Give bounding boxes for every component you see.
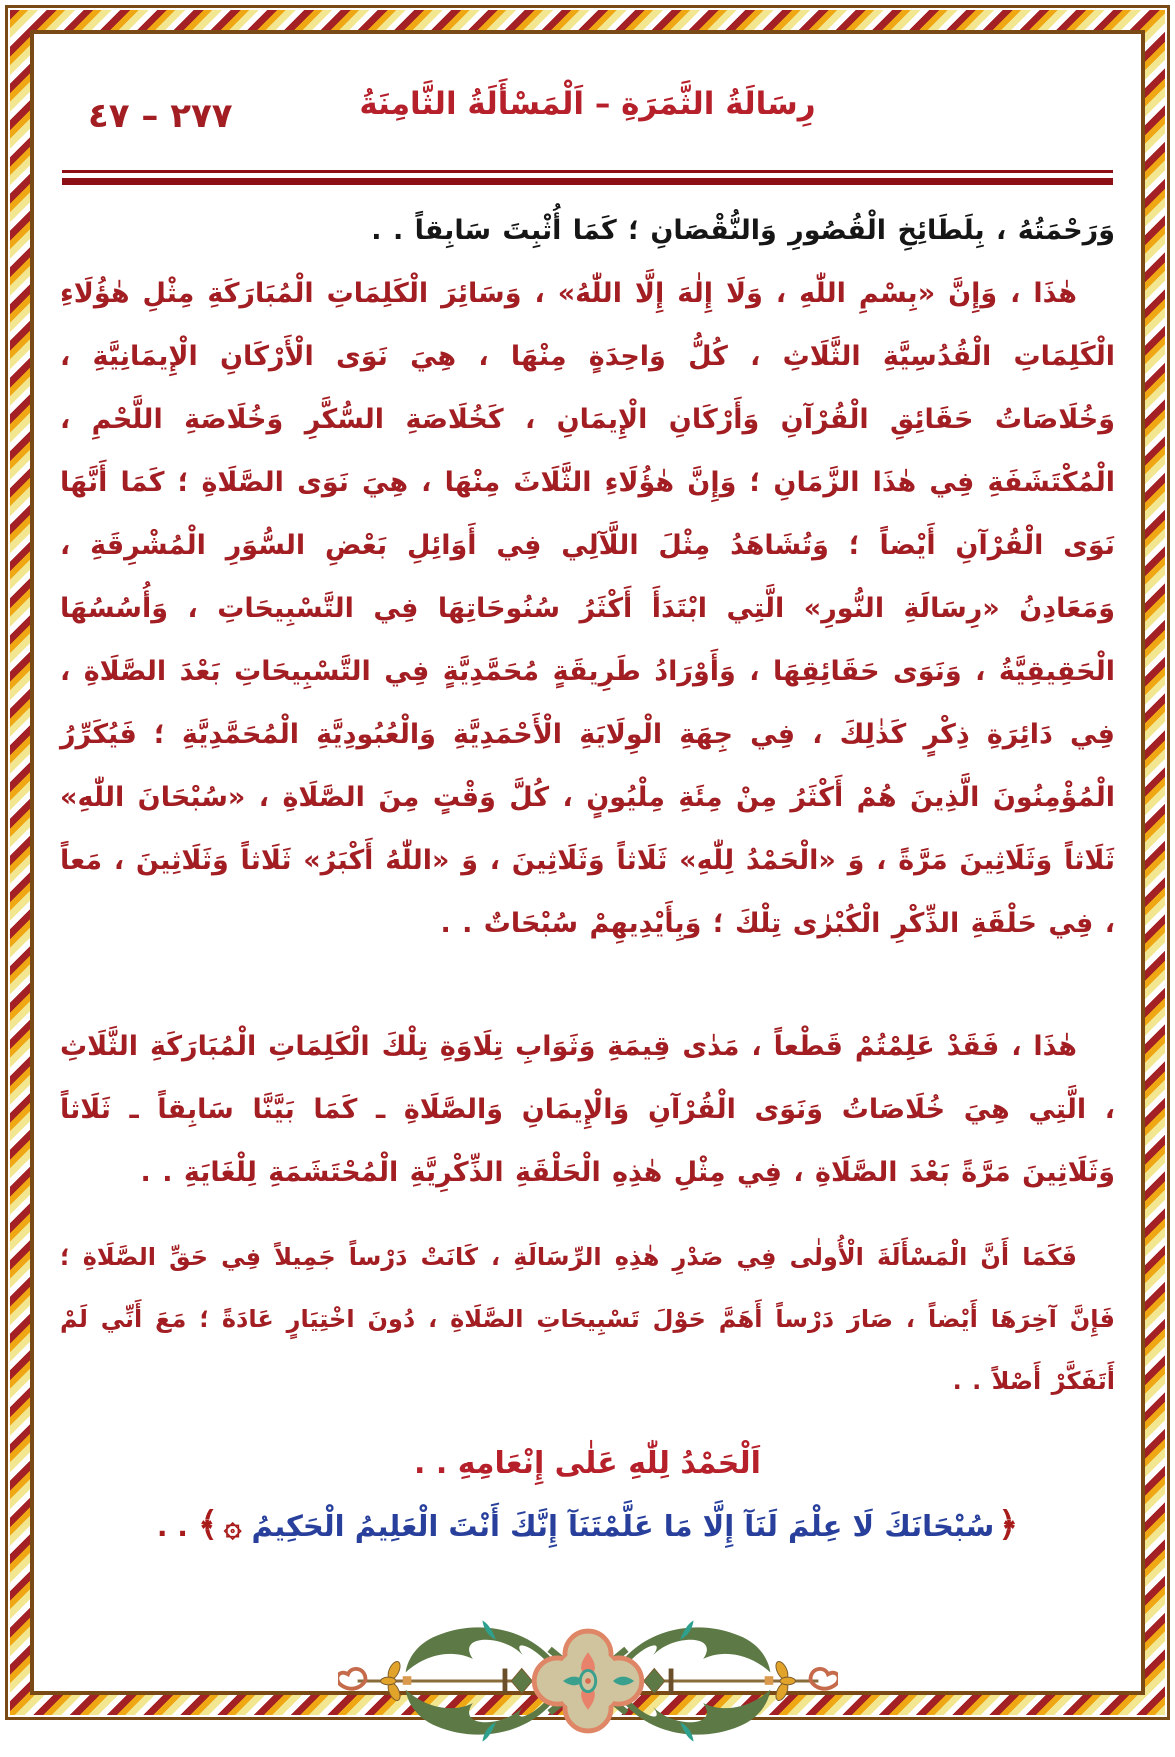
paragraph-main-1: هٰذَا ، وَإِنَّ «بِسْمِ اللّٰهِ ، وَلَا إِلٰهَ إِلَّا اللّٰهُ» ، وَسَائِرَ الْكَلِمَاتِ الْمُبَارَكَةِ مِثْلِ هٰؤُلَاءِ الْكَلِمَاتِ الْقُدُسِيَّةِ الثَّلَاثِ ، كُلُّ وَاحِدَةٍ مِنْهَا ، هِيَ نَوَى الْأَرْكَانِ الْإِيمَانِيَّةِ ، وَخُلَاصَاتُ حَقَائِقِ الْقُرْآنِ وَأَرْكَانِ الْإِيمَانِ ، كَخُلَاصَةِ السُّكَّرِ وَخُلَاصَةِ اللَّحْمِ ، الْمُكْتَشَفَةِ فِي هٰذَا الزَّمَانِ ؛ وَإِنَّ هٰؤُلَاءِ الثَّلَاثَ مِنْهَا ، هِيَ نَوَى الصَّلَاةِ ؛ كَمَا أَنَّهَا نَوَى الْقُرْآنِ أَيْضاً ؛ وَتُشَاهَدُ مِثْلَ اللَّآلِي فِي أَوَائِلِ بَعْضِ السُّوَرِ الْمُشْرِقَةِ ، وَمَعَادِنُ «رِسَالَةِ النُّورِ» الَّتِي ابْتَدَأَ أَكْثَرُ سُنُوحَاتِهَا فِي التَّسْبِيحَاتِ ، وَأُسُسُهَا الْحَقِيقِيَّةُ ، وَنَوَى حَقَائِقِهَا ، وَأَوْرَادُ طَرِيقَةٍ مُحَمَّدِيَّةٍ فِي التَّسْبِيحَاتِ بَعْدَ الصَّلَاةِ ، فِي دَائِرَةِ ذِكْرٍ كَذٰلِكَ ، فِي جِهَةِ الْوِلَايَةِ الْأَحْمَدِيَّةِ وَالْعُبُودِيَّةِ الْمُحَمَّدِيَّةِ ؛ فَيُكَرِّرُ الْمُؤْمِنُونَ الَّذِينَ هُمْ أَكْثَرُ مِنْ مِئَةِ مِلْيُونٍ ، كُلَّ وَقْتٍ مِنَ الصَّلَاةِ ، «سُبْحَانَ اللّٰهِ» ثَلَاثاً وَثَلَاثِينَ مَرَّةً ، وَ «الْحَمْدُ لِلّٰهِ» ثَلَاثاً وَثَلَاثِينَ ، وَ «اللّٰهُ أَكْبَرُ» ثَلَاثاً وَثَلَاثِينَ ، مَعاً ، فِي حَلْقَةِ الذِّكْرِ الْكُبْرٰى تِلْكَ ؛ وَبِأَيْدِيهِمْ سُبْحَاتٌ . . [60, 278, 1115, 939]
ornate-quran-bracket-close-icon: ﴾ [197, 1505, 218, 1545]
header-rule-thin [62, 170, 1113, 173]
page-content [34, 34, 1141, 1691]
paragraph-main-2: هٰذَا ، فَقَدْ عَلِمْتُمْ قَطْعاً ، مَدٰى قِيمَةِ وَثَوَابِ تِلَاوَةِ تِلْكَ الْكَلِمَاتِ الْمُبَارَكَةِ الثَّلَاثِ ، الَّتِي هِيَ خُلَاصَاتُ وَنَوَى الْقُرْآنِ وَالْإِيمَانِ وَالصَّلَاةِ ـ كَمَا بَيَّنَّا سَابِقاً ـ ثَلَاثاً وَثَلَاثِينَ مَرَّةً بَعْدَ الصَّلَاةِ ، فِي مِثْلِ هٰذِهِ الْحَلْقَةِ الذِّكْرِيَّةِ الْمُحْتَشَمَةِ لِلْغَايَةِ . . [60, 1031, 1115, 1188]
quran-verse-text: سُبْحَانَكَ لَا عِلْمَ لَنَآ إِلَّا مَا عَلَّمْتَنَآ إِنَّكَ أَنْتَ الْعَلِيمُ الْحَكِيمُ [251, 1509, 995, 1543]
hamdala-line: اَلْحَمْدُ لِلّٰهِ عَلٰى إِنْعَامِهِ . . [414, 1446, 761, 1481]
ornate-quran-bracket-open-icon: ﴿ [998, 1505, 1019, 1545]
page-number: ٢٧٧ – ٤٧ [88, 96, 233, 136]
page-header [60, 86, 1115, 160]
paragraph-closing: فَكَمَا أَنَّ الْمَسْأَلَةَ الْأُولٰى فِي صَدْرِ هٰذِهِ الرِّسَالَةِ ، كَانَتْ دَرْساً جَمِيلاً فِي حَقِّ الصَّلَاةِ ؛ فَإِنَّ آخِرَهَا أَيْضاً ، صَارَ دَرْساً أَهَمَّ حَوْلَ تَسْبِيحَاتِ الصَّلَاةِ ، دُونَ اخْتِيَارٍ عَادَةً ؛ مَعَ أَنِّي لَمْ أَتَفَكَّرْ أَصْلاً . . [60, 1243, 1115, 1395]
verse-trailing-dots: . . [156, 1510, 188, 1543]
floral-arabesque-ornament-icon [338, 1609, 838, 1753]
header-divider [62, 170, 1113, 185]
header-rule-thick [62, 178, 1113, 185]
bottom-ornament-wrap [60, 1609, 1115, 1757]
quran-verse-line [60, 1495, 1115, 1557]
rub-el-hizb-rosette-icon: ۞ [223, 1509, 242, 1544]
page-title: رِسَالَةُ الثَّمَرَةِ – اَلْمَسْأَلَةُ الثَّامِنَةُ [359, 86, 816, 122]
body-text [60, 199, 1115, 1412]
paragraph-continuation: وَرَحْمَتُهُ ، بِلَطَائِخِ الْقُصُورِ وَالنُّقْصَانِ ؛ كَمَا أُثْبِتَ سَابِقاً . . [371, 215, 1115, 246]
